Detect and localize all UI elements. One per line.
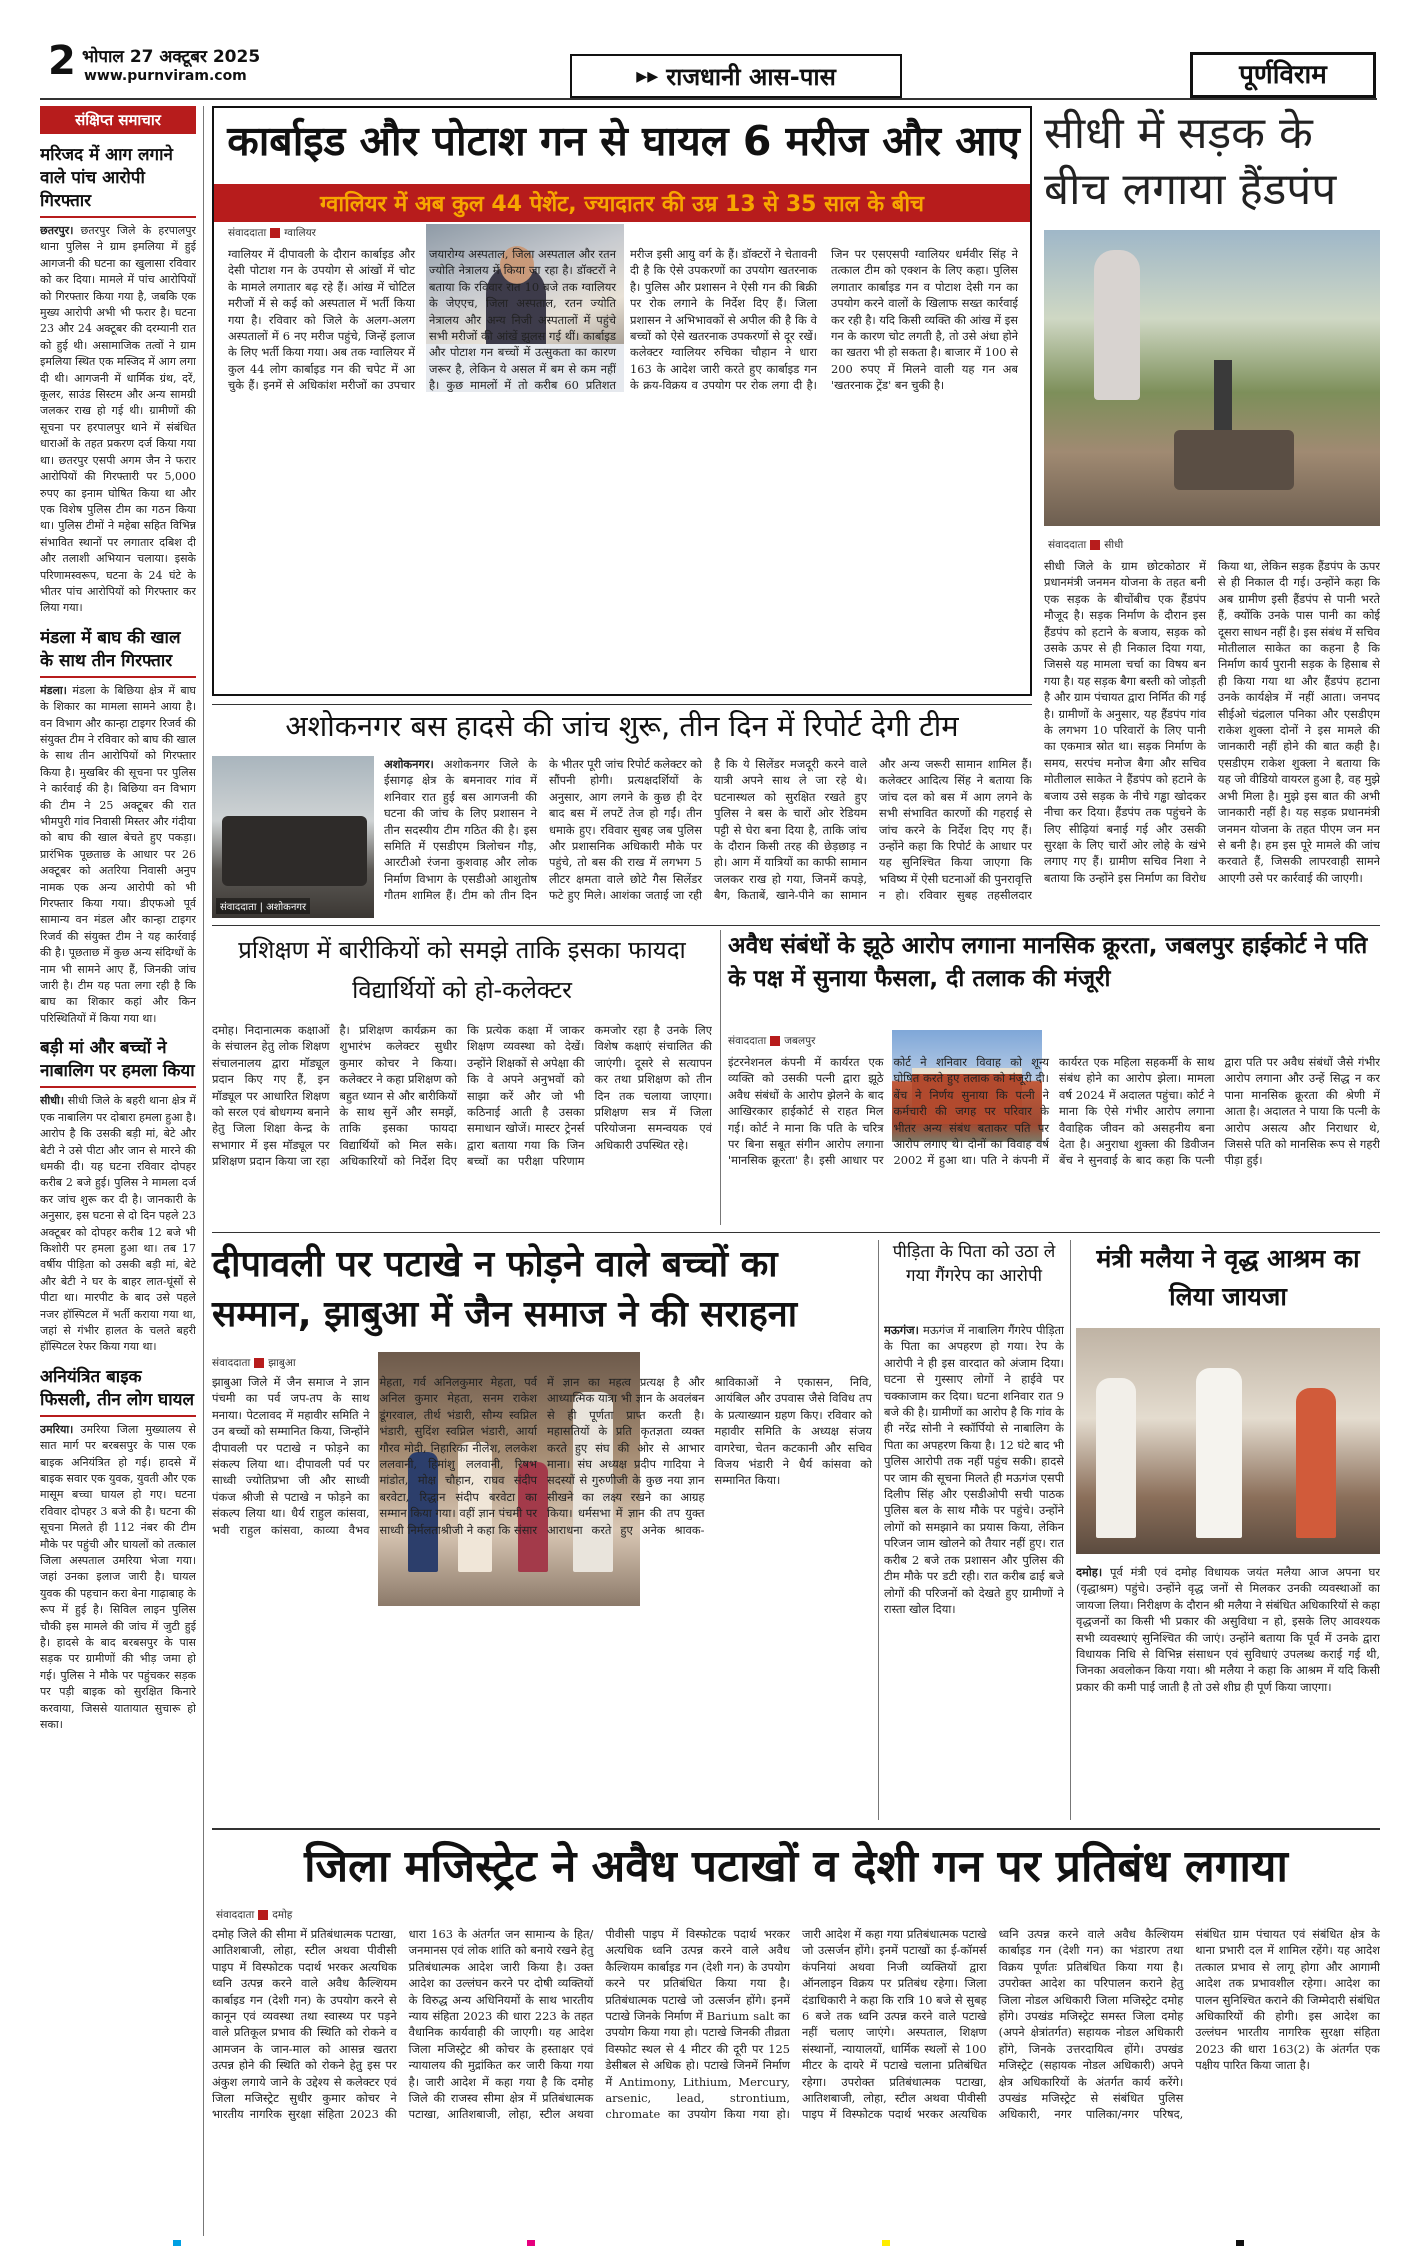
sidebar-headline: अनियंत्रित बाइक फिसली, तीन लोग घायल bbox=[40, 1366, 196, 1417]
feature-photo bbox=[1044, 230, 1380, 526]
ban-headline: जिला मजिस्ट्रेट ने अवैध पटाखों व देशी गन पर प्रतिबंध लगाया bbox=[304, 1841, 1288, 1892]
sidebar-divider bbox=[203, 106, 204, 2236]
court-body: इंटरनेशनल कंपनी में कार्यरत एक व्यक्ति को उसकी पत्नी द्वारा झूठे अवैध संबंधों के आरोप झेलने के बाद आखिरकार हाईकोर्ट से राहत मिल गई। कोर्ट ने माना कि पति के चरित्र पर बिना सबूत संगीन आरोप लगाना 'मानसिक क्रूरता' है। इसी आधार पर कोर्ट ने शनिवार विवाह को शून्य घोषित करते हुए तलाक को मंजूरी दी। बेंच ने निर्णय सुनाया कि पत्नी ने कर्मचारी की जगह पर परिवार के भीतर अन्य संबंध बताकर पति पर आरोप लगाए थे। दोनों का विवाह वर्ष 2002 में हुआ था। पति ने कंपनी में कार्यरत एक महिला सहकर्मी के साथ संबंध होने का आरोप झेला। मामला वर्ष 2024 में अदालत पहुंचा। कोर्ट ने माना कि ऐसे गंभीर आरोप लगाना वैवाहिक जीवन को असहनीय बना देता है। अनुराधा शुक्ला की डिवीजन बेंच ने सुनवाई के बाद कहा कि पत्नी द्वारा पति पर अवैध संबंधों जैसे गंभीर आरोप लगाना और उन्हें सिद्ध न कर पाना मानसिक क्रूरता की श्रेणी में आता है। अदालत ने पाया कि पत्नी के आरोप असत्य और निराधार थे, जिससे पति को मानसिक रूप से गहरी पीड़ा हुई। bbox=[728, 1055, 1380, 1168]
bus-body-text: अशोकनगर जिले के ईसागढ़ क्षेत्र के बमनावर गांव में शनिवार रात हुई बस आगजनी की घटना की जांच के लिए प्रशासन ने तीन सदस्यीय टीम गठित की है। इस समिति में एसडीएम त्रिलोचन गौड़, आरटीओ रंजना कुशवाह और लोक निर्माण विभाग के एसडीओ आशुतोष गौतम शामिल हैं। टीम को तीन दिन के भीतर पूरी जांच रिपोर्ट कलेक्टर को सौंपनी होगी। प्रत्यक्षदर्शियों के अनुसार, आग लगने के कुछ ही देर बाद बस में लपटें तेज हो गईं। तीन धमाके हुए। रविवार सुबह जब पुलिस और प्रशासनिक अधिकारी मौके पर पहुंचे, तो बस की राख में लगभग 5 लीटर क्षमता वाले छोटे गैस सिलेंडर फटे हुए मिले। आशंका जताई जा रही है कि ये सिलेंडर मजदूरी करने वाले यात्री अपने साथ ले जा रहे थे। घटनास्थल को सुरक्षित रखते हुए पुलिस ने बस के चारों ओर रेडियम पट्टी से घेरा बना दिया है, ताकि जांच के दौरान किसी तरह की छेड़छाड़ न हो। आग में यात्रियों का काफी सामान जलकर राख हो गया, जिनमें कपड़े, बैग, किताबें, खाने-पीने का सामान और अन्य जरूरी सामान शामिल हैं। कलेक्टर आदित्य सिंह ने बताया कि जांच दल को बस में आग लगने के सभी संभावित कारणों की गहराई से जांच करने के निर्देश दिए गए हैं। उन्होंने कहा कि रिपोर्ट के आधार पर यह सुनिश्चित किया जाएगा कि भविष्य में ऐसी घटनाओं की पुनरावृत्ति न हो। रविवार सुबह तहसीलदार bbox=[384, 757, 1032, 903]
section-rule bbox=[212, 925, 1380, 926]
page-number: 2 bbox=[48, 38, 76, 84]
section-rule bbox=[212, 1232, 1380, 1233]
sidebar-headline: मंडला में बाघ की खाल के साथ तीन गिरफ्तार bbox=[40, 627, 196, 678]
section-rule bbox=[212, 1828, 1380, 1830]
color-mark bbox=[527, 2240, 535, 2246]
sidebar-headline: मरिजद में आग लगाने वाले पांच आरोपी गिरफ्तार bbox=[40, 144, 196, 218]
jain-headline: दीपावली पर पटाखे न फोड़ने वाले बच्चों का सम्मान, झाबुआ में जैन समाज ने की सराहना bbox=[212, 1244, 798, 1335]
bus-place: अशोकनगर। bbox=[384, 757, 434, 771]
header-rule bbox=[40, 98, 1377, 100]
color-mark bbox=[1236, 2240, 1244, 2246]
person-figure bbox=[1296, 1388, 1336, 1538]
malaiya-headline: मंत्री मलैया ने वृद्ध आश्रम का लिया जायजा bbox=[1096, 1244, 1360, 1311]
lead-headline: कार्बाइड और पोटाश गन से घायल 6 मरीज और आए bbox=[227, 117, 1020, 165]
section-rule bbox=[212, 704, 1032, 705]
sidebar-place: मंडला। bbox=[40, 683, 67, 697]
sidebar-item bbox=[40, 144, 196, 617]
column-divider bbox=[1070, 1240, 1071, 1820]
byline-place: झाबुआ bbox=[268, 1357, 296, 1369]
byline-source: संवाददाता bbox=[212, 1357, 251, 1369]
byline-place: जबलपुर bbox=[784, 1035, 816, 1047]
bus-headline: अशोकनगर बस हादसे की जांच शुरू, तीन दिन में रिपोर्ट देगी टीम bbox=[285, 709, 959, 743]
sidebar-item bbox=[40, 1037, 196, 1356]
sidebar-headline: बड़ी मां और बच्चों ने नाबालिग पर हमला किया bbox=[40, 1037, 196, 1088]
bus-story bbox=[212, 710, 1032, 920]
sidebar-title: संक्षिप्त समाचार bbox=[40, 106, 196, 134]
gangrape-story bbox=[884, 1240, 1064, 1820]
court-story bbox=[728, 930, 1380, 1225]
byline-place: सीधी bbox=[1104, 539, 1124, 551]
sidebar-place: सीधी। bbox=[40, 1094, 65, 1108]
lead-subhead: ग्वालियर में अब कुल 44 पेशेंट, ज्यादातर की उम्र 13 से 35 साल के बीच bbox=[214, 184, 1030, 222]
jain-story bbox=[212, 1240, 872, 1820]
byline-separator bbox=[254, 1358, 264, 1368]
page-header bbox=[0, 0, 1417, 96]
gangrape-place: मऊगंज। bbox=[884, 1323, 919, 1337]
training-story bbox=[212, 930, 712, 1225]
feature-byline bbox=[1048, 538, 1123, 552]
byline-source: संवाददाता bbox=[1048, 539, 1087, 551]
sidebar bbox=[40, 106, 196, 2246]
malaiya-body-text: पूर्व मंत्री एवं दमोह विधायक जयंत मलैया आज अपना घर (वृद्धाश्रम) पहुंचे। उन्होंने वृद्ध जनों से मिलकर उनकी व्यवस्थाओं का जायजा लिया। निरीक्षण के दौरान श्री मलैया ने संबंधित अधिकारियों से कहा वृद्धजनों का किसी भी प्रकार की असुविधा न हो, इसके लिए आवश्यक सभी व्यवस्थाएं सुनिश्चित की जाएं। उन्होंने बताया कि पूर्व में उनके द्वारा विधायक निधि से विभिन्न संसाधन एवं सुविधाएं उपलब्ध कराई गई थी, जिनका अवलोकन किया गया। श्री मलैया ने कहा कि आश्रम में यदि किसी प्रकार की कमी पाई जाती है तो उसे शीघ्र ही पूर्ण किया जाएगा। bbox=[1076, 1565, 1380, 1694]
byline-separator bbox=[1090, 540, 1100, 550]
right-feature bbox=[1044, 106, 1380, 946]
sidebar-body bbox=[40, 223, 196, 617]
byline-place: ग्वालियर bbox=[284, 227, 316, 239]
section-title: राजधानी आस-पास bbox=[666, 62, 836, 91]
byline-source: संवाददाता bbox=[728, 1035, 767, 1047]
bus-caption: संवाददाता | अशोकनगर bbox=[216, 898, 310, 914]
court-headline: अवैध संबंधों के झूठे आरोप लगाना मानसिक क्रूरता, जबलपुर हाईकोर्ट ने पति के पक्ष में सुनाया फैसला, दी तलाक की मंजूरी bbox=[728, 933, 1368, 992]
color-mark bbox=[882, 2240, 890, 2246]
ban-body: दमोह जिले की सीमा में प्रतिबंधात्मक पटाखा, आतिशबाजी, लोहा, स्टील अथवा पीवीसी पाइप में विस्फोटक पदार्थ भरकर अत्यधिक ध्वनि उत्पन्न करने वाले अवैध कैल्शियम कार्बाइड गन (देशी गन) के उपयोग करने से कानून एवं व्यवस्था तथा स्वास्थ्य पर पड़ने वाले प्रतिकूल प्रभाव की स्थिति को रोकने व आमजन के जान-माल को आसन्न खतरा उत्पन्न होने की स्थिति को रोकने हेतु इस पर अंकुश लगाये जाने के उद्देश्य से कलेक्टर एवं जिला मजिस्ट्रेट सुधीर कुमार कोचर ने भारतीय नागरिक सुरक्षा संहिता 2023 की धारा 163 के अंतर्गत जन सामान्य के हित/जनमानस एवं लोक शांति को बनाये रखने हेतु प्रतिबंधात्मक आदेश जारी किया है। उक्त आदेश का उल्लंघन करने पर दोषी व्यक्तियों के विरुद्ध अन्य अधिनियमों के साथ भारतीय न्याय संहिता 2023 की धारा 223 के तहत वैधानिक कार्यवाही की जाएगी। यह आदेश जिला मजिस्ट्रेट श्री कोचर के हस्ताक्षर एवं न्यायालय की मुद्रांकित कर जारी किया गया है। जारी आदेश में कहा गया है कि दमोह जिले की राजस्व सीमा क्षेत्र में प्रतिबंधात्मक पटाखा, आतिशबाजी, लोहा, स्टील अथवा पीवीसी पाइप में विस्फोटक पदार्थ भरकर अत्यधिक ध्वनि उत्पन्न करने वाले अवैध कैल्शियम कार्बाइड गन (देशी गन) के उपयोग करने पर प्रतिबंधित किया गया है। प्रतिबंधात्मक पटाखे जो उत्सर्जन होंगे। इनमें पटाखे जिनके निर्माण में Barium salt का उपयोग किया गया हो। पटाखे जिनकी तीव्रता विस्फोट स्थल से 4 मीटर की दूरी पर 125 डेसीबल से अधिक हो। पटाखे जिनमें निर्माण में Antimony, Lithium, Mercury, arsenic, lead, strontium, chromate का उपयोग किया गया हो। जारी आदेश में कहा गया प्रतिबंधात्मक पटाखे जो उत्सर्जन होंगे। इनमें पटाखों का ई-कॉमर्स कंपनियां अथवा निजी व्यक्तियों द्वारा ऑनलाइन विक्रय पर प्रतिबंध रहेगा। जिला दंडाधिकारी ने कहा कि रात्रि 10 बजे से सुबह 6 बजे तक ध्वनि उत्पन्न करने वाले पटाखे नहीं चलाए जाएंगे। अस्पताल, शिक्षण संस्थानों, न्यायालयों, धार्मिक स्थलों से 100 मीटर के दायरे में पटाखे चलाना प्रतिबंधित रहेगा। उपरोक्त प्रतिबंधात्मक पटाखा, आतिशबाजी, लोहा, स्टील अथवा पीवीसी पाइप में विस्फोटक पदार्थ भरकर अत्यधिक ध्वनि उत्पन्न करने वाले अवैध कैल्शियम कार्बाइड गन (देशी गन) का भंडारण तथा विक्रय पूर्णतः प्रतिबंधित किया गया है। उपरोक्त आदेश का परिपालन कराने हेतु जिला नोडल अधिकारी जिला मजिस्ट्रेट दमोह होंगे। उपखंड मजिस्ट्रेट समस्त जिला दमोह (अपने क्षेत्रांतर्गत) सहायक नोडल अधिकारी होंगे, जिनके उत्तरदायित्व होंगे। उपखंड मजिस्ट्रेट (सहायक नोडल अधिकारी) अपने क्षेत्र अधिकारियों के अंतर्गत कार्य करेंगे। उपखंड मजिस्ट्रेट से संबंधित पुलिस अधिकारी, नगर पालिका/नगर परिषद, संबंधित ग्राम पंचायत एवं संबंधित क्षेत्र के थाना प्रभारी दल में शामिल रहेंगे। यह आदेश तत्काल प्रभाव से लागू होगा और आगामी आदेश तक प्रभावशील रहेगा। आदेश का पालन सुनिश्चित कराने की जिम्मेदारी संबंधित अधिकारियों की होगी। इस आदेश का उल्लंघन भारतीय नागरिक सुरक्षा संहिता 2023 की धारा 163(2) के अंतर्गत एक पक्षीय पारित किया जाता है। bbox=[212, 1927, 1380, 2122]
training-headline: प्रशिक्षण में बारीकियों को समझे ताकि इसका फायदा विद्यार्थियों को हो-कलेक्टर bbox=[238, 936, 686, 1004]
website[interactable]: www.purnviram.com bbox=[84, 68, 247, 84]
sidebar-body-text: सीधी जिले के बहरी थाना क्षेत्र में एक नाबालिग पर दोबारा हमला हुआ है। आरोप है कि उसकी बड़ी मां, बेटे और बेटी ने उसे पीटा और जान से मारने की धमकी दी। यह घटना रविवार दोपहर करीब 2 बजे हुई। पुलिस ने मामला दर्ज कर जांच शुरू कर दी है। जानकारी के अनुसार, इस घटना से दो दिन पहले 23 अक्टूबर को दोपहर करीब 12 बजे भी किशोरी पर हमला हुआ था। तब 17 वर्षीय पीड़िता को उसकी बड़ी मां, बेटे और बेटी ने घर के बाहर लात-घूंसों से पीटा था। मारपीट के बाद उसे पहले नजर हॉस्पिटल में भर्ती कराया गया था, जहां से गंभीर हालत के चलते बहरी हॉस्पिटल रेफर किया गया था। bbox=[40, 1094, 196, 1354]
section-banner bbox=[570, 54, 902, 98]
byline-source: संवाददाता bbox=[228, 227, 267, 239]
byline-place: दमोह bbox=[272, 1909, 293, 1921]
column-divider bbox=[720, 930, 721, 1225]
column-divider bbox=[878, 1240, 879, 1820]
lead-body: ग्वालियर में दीपावली के दौरान कार्बाइड और देसी पोटाश गन के उपयोग से आंखों में चोट के मामले लगातार बढ़ रहे हैं। आंख में चोटिल मरीजों में से कई को अस्पताल में भर्ती किया गया है। रविवार को जिले के अलग-अलग अस्पतालों में 6 नए मरीज पहुंचे, जिन्हें इलाज के लिए भर्ती किया गया। अब तक ग्वालियर में कुल 44 लोग कार्बाइड गन की चपेट में आ चुके हैं। इनमें से अधिकांश मरीजों का उपचार जयारोग्य अस्पताल, जिला अस्पताल और रतन ज्योति नेत्रालय में किया जा रहा है। डॉक्टरों ने बताया कि रविवार रात 10 बजे तक ग्वालियर के जेएएच, जिला अस्पताल, रतन ज्योति नेत्रालय और अन्य निजी अस्पतालों में पहुंचे सभी मरीजों की आंखें झुलस गई थीं। कार्बाइड और पोटाश गन बच्चों में उत्सुकता का कारण जरूर है, लेकिन ये असल में बम से कम नहीं है। कुछ मामलों में तो करीब 60 प्रतिशत मरीज इसी आयु वर्ग के हैं। डॉक्टरों ने चेतावनी दी है कि ऐसे उपकरणों का उपयोग खतरनाक है। पुलिस और प्रशासन ने ऐसी गन की बिक्री पर रोक लगाने के निर्देश दिए हैं। जिला प्रशासन ने अभिभावकों से अपील की है कि वे बच्चों को ऐसे खतरनाक उपकरणों से दूर रखें। कलेक्टर ग्वालियर रुचिका चौहान ने धारा 163 के आदेश जारी करते हुए कार्बाइड गन के क्रय-विक्रय व उपयोग पर रोक लगा दी है। जिन पर एसएसपी ग्वालियर धर्मवीर सिंह ने तत्काल टीम को एक्शन के लिए कहा। पुलिस लगातार कार्बाइड गन व पोटाश देसी गन का उपयोग करने वालों के खिलाफ सख्त कार्रवाई कर रही है। यदि किसी व्यक्ति की आंख में इस गन के कारण चोट लगती है, तो उसे अंधा होने का खतरा भी हो सकता है। बाजार में 100 से 200 रुपए में मिलने वाली यह गन अब 'खतरनाक ट्रेंड' बन चुकी है। bbox=[228, 247, 1018, 393]
ban-byline bbox=[216, 1908, 292, 1922]
section-arrows-icon: ▸▸ bbox=[636, 63, 659, 89]
lead-byline bbox=[228, 226, 316, 240]
sidebar-place: छतरपुर। bbox=[40, 224, 74, 237]
gangrape-body-text: मऊगंज में नाबालिग गैंगरेप पीड़िता के पिता का अपहरण हो गया। रेप के आरोपी ने ही इस वारदात को अंजाम दिया। घटना से गुस्साए लोगों ने हाईवे पर चक्काजाम कर दिया। घटना शनिवार रात 9 बजे की है। ग्रामीणों का आरोप है कि गांव के ही नरेंद्र सोनी ने स्कॉर्पियो से नाबालिग के पिता का अपहरण किया है। 12 घंटे बाद भी पुलिस आरोपी तक नहीं पहुंच सकी। हादसे पर जाम की सूचना मिलते ही मऊगंज एसपी दिलीप सिंह और एसडीओपी सची पाठक पुलिस बल के साथ मौके पर पहुंचे। उन्होंने लोगों को समझाने का प्रयास किया, लेकिन परिजन जाम खोलने को तैयार नहीं हुए। रात करीब 2 बजे तक प्रशासन और पुलिस की टीम मौके पर डटी रही। रात करीब ढाई बजे लोगों की परिजनों को देखते हुए ग्रामीणों ने रास्ता खोल दिया। bbox=[884, 1323, 1064, 1616]
byline-source: संवाददाता bbox=[216, 1909, 255, 1921]
malaiya-story bbox=[1076, 1240, 1380, 1820]
court-byline bbox=[728, 1034, 815, 1048]
bus-photo bbox=[212, 756, 374, 918]
jain-byline bbox=[212, 1356, 296, 1370]
byline-separator bbox=[258, 1910, 268, 1920]
training-body: दमोह। निदानात्मक कक्षाओं के संचालन हेतु लोक शिक्षण संचालनालय द्वारा मॉड्यूल प्रदान किए गए हैं, इन मॉड्यूल पर आधारित शिक्षण को सरल एवं बोधगम्य बनाने हेतु जिला शिक्षा केन्द्र के सभागार में इस मॉड्यूल पर प्रशिक्षण प्रदान किया जा रहा है। प्रशिक्षण कार्यक्रम का शुभारंभ कलेक्टर सुधीर कुमार कोचर ने किया। कलेक्टर ने कहा प्रशिक्षण को बहुत ध्यान से और बारीकियों के साथ सुनें और समझें, ताकि इसका फायदा विद्यार्थियों को मिल सके। अधिकारियों को निर्देश दिए कि प्रत्येक कक्षा में जाकर शिक्षण व्यवस्था को देखें। उन्होंने शिक्षकों से अपेक्षा की कि वे अपने अनुभवों को साझा करें और जो भी कठिनाई आती है उसका समाधान खोजें। मास्टर ट्रेनर्स द्वारा बताया गया कि जिन बच्चों का परीक्षा परिणाम कमजोर रहा है उनके लिए विशेष कक्षाएं संचालित की जाएंगी। दूसरे से सत्यापन कर तथा प्रशिक्षण को तीन दिन तक चलाया जाएगा। प्रशिक्षण सत्र में जिला परियोजना समन्वयक एवं अधिकारी उपस्थित रहे। bbox=[212, 1023, 712, 1169]
person-figure bbox=[1196, 1368, 1242, 1538]
malaiya-place: दमोह। bbox=[1076, 1565, 1103, 1579]
sidebar-body bbox=[40, 1093, 196, 1356]
sidebar-item bbox=[40, 1366, 196, 1734]
feature-body: सीधी जिले के ग्राम छोटकोठार में प्रधानमंत्री जनमन योजना के तहत बनी एक सड़क के बीचोंबीच एक हैंडपंप मौजूद है। सड़क निर्माण के दौरान इस हैंडपंप को हटाने के बजाय, सड़क को उसके ऊपर से ही निकाल दिया गया, जिससे यह मामला चर्चा का विषय बन गया है। यह सड़क बैगा बस्ती को जोड़ती है और ग्राम पंचायत द्वारा निर्मित की गई है। ग्रामीणों के अनुसार, यह हैंडपंप गांव के लगभग 10 परिवारों के लिए पानी का एकमात्र स्रोत था। सड़क निर्माण के समय, सरपंच मनोज बैगा और सचिव मोतीलाल साकेत ने हैंडपंप को हटाने के बजाय उसे सड़क के नीचे गड्ढा खोदकर नीचा कर दिया। हैंडपंप तक पहुंचने के लिए सीढ़ियां बनाई गई और उसकी सुरक्षा के लिए चारों ओर लोहे के खंभे लगाए गए हैं। ग्रामीण सचिव निशा ने बताया कि उन्होंने इस निर्माण का विरोध किया था, लेकिन सड़क हैंडपंप के ऊपर से ही निकाल दी गई। उन्होंने कहा कि अब ग्रामीण इसी हैंडपंप से पानी भरते हैं, क्योंकि उनके पास पानी का कोई दूसरा साधन नहीं है। इस संबंध में सचिव मोतीलाल साकेत का कहना है कि निर्माण कार्य पुरानी सड़क के हिसाब से ही किया गया था और हैंडपंप हटाना उनके कार्यक्षेत्र में नहीं आता। जनपद सीईओ चंद्रलाल पनिका और एसडीएम राकेश शुक्ला दोनों ने इस मामले की जानकारी नहीं होने की बात कही है। एसडीएम राकेश शुक्ला ने बताया कि यह जो वीडियो वायरल हुआ है, वह मुझे अभी मिला है। मुझे इस बात की अभी जानकारी नहीं है। यह सड़क प्रधानमंत्री जनमन योजना के तहत पीएम जन मन से बनी है। हम इस पूरे मामले की जांच करवाते हैं, जिसकी लापरवाही सामने आएगी उसे पर कार्रवाई की जाएगी। bbox=[1044, 559, 1380, 885]
ban-story bbox=[212, 1836, 1380, 2236]
road-pit bbox=[1174, 430, 1294, 490]
gangrape-body bbox=[884, 1322, 1064, 1820]
gangrape-headline: पीड़िता के पिता को उठा ले गया गैंगरेप का आरोपी bbox=[892, 1242, 1056, 1286]
sidebar-body-text: मंडला के बिछिया क्षेत्र में बाघ के शिकार का मामला सामने आया है। वन विभाग और कान्हा टाइगर रिजर्व की संयुक्त टीम ने रविवार को बाघ की खाल के साथ तीन आरोपियों को गिरफ्तार किया है। मुखबिर की सूचना पर पुलिस ने कार्रवाई की है। बिछिया वन विभाग की टीम ने 25 अक्टूबर की रात भीमपुरी गांव निवासी मिस्तर और गंदीया को बाघ की खाल बेचते हुए पकड़ा। प्रारंभिक पूछताछ के आधार पर 26 अक्टूबर को अतरिया निवासी अनुप नामक एक अन्य आरोपी को भी गिरफ्तार किया गया। डीएफओ पूर्व सामान्य वन मंडल और कान्हा टाइगर रिजर्व की संयुक्त टीम ने यह कार्रवाई की है। पूछताछ में कुछ अन्य संदिग्धों के नाम भी सामने आए हैं, जिनकी जांच जारी है। टीम यह पता लगा रही है कि बाघ का शिकार कहां और किन परिस्थितियों में किया गया था। bbox=[40, 683, 196, 1025]
masthead: पूर्णविराम bbox=[1190, 52, 1376, 98]
person-figure bbox=[1096, 1378, 1136, 1538]
byline-separator bbox=[770, 1036, 780, 1046]
handpump-icon bbox=[1214, 360, 1232, 430]
sidebar-item bbox=[40, 627, 196, 1028]
date-line: भोपाल 27 अक्टूबर 2025 bbox=[82, 47, 261, 67]
person-figure bbox=[1094, 250, 1140, 400]
sidebar-place: उमरिया। bbox=[40, 1422, 74, 1436]
sidebar-body bbox=[40, 1422, 196, 1734]
malaiya-body bbox=[1076, 1564, 1380, 1820]
byline-separator bbox=[270, 228, 280, 238]
feature-headline: सीधी में सड़क के बीच लगाया हैंडपंप bbox=[1044, 108, 1337, 215]
bus-body bbox=[384, 756, 1032, 920]
sidebar-body bbox=[40, 683, 196, 1028]
color-mark bbox=[173, 2240, 181, 2246]
sidebar-body-text: छतरपुर जिले के हरपालपुर थाना पुलिस ने ग्राम इमलिया में हुई आगजनी की घटना का खुलासा रविवार को कर दिया। मामले में पांच आरोपियों को गिरफ्तार किया गया है, जबकि एक मुख्य आरोपी अभी भी फरार है। घटना 23 और 24 अक्टूबर की दरम्यानी रात को हुई थी। असामाजिक तत्वों ने ग्राम इमलिया स्थित एक मस्जिद में आग लगा दी थी। आगजनी में धार्मिक ग्रंथ, दरें, कूलर, साउंड सिस्टम और अन्य सामग्री जलकर राख हो गई थी। ग्रामीणों की सूचना पर हरपालपुर थाने में संबंधित धाराओं के तहत प्रकरण दर्ज किया गया था। छतरपुर एसपी अगम जैन ने फरार आरोपियों की गिरफ्तारी पर 5,000 रुपए का इनाम घोषित किया था और एक विशेष पुलिस टीम का गठन किया था। पुलिस टीमों ने महेबा सहित विभिन्न संभावित स्थानों पर लगातार दबिश दी और तलाशी अभियान चलाया। इसके परिणामस्वरूप, घटना के 24 घंटे के भीतर पांच आरोपियों को गिरफ्तार कर लिया गया। bbox=[40, 224, 196, 615]
footer-color-marks bbox=[0, 2240, 1417, 2248]
jain-body: झाबुआ जिले में जैन समाज ने ज्ञान पंचमी का पर्व जप-तप के साथ मनाया। पेटलावद में महावीर समिति ने उन बच्चों को सम्मानित किया, जिन्होंने दीपावली पर पटाखे न फोड़ने का संकल्प लिया था। दीपावली पर्व पर साध्वी ज्योतिप्रभा जी और साध्वी पंकज श्रीजी से पटाखे न फोड़ने का संकल्प लिया था। धैर्य राहुल कांसवा, भवी राहुल कांसवा, काव्या वैभव मेहता, गर्व अनिलकुमार मेहता, पर्व अनिल कुमार मेहता, सनम राकेश डूंगरवाल, तीर्थ भंडारी, सौम्य स्वप्निल भंडारी, सुदिंश स्वप्निल भंडारी, आर्या गौरव मोदी, निहारिका नीलेश, ललकेश ललवानी, हिमांशु ललवानी, रिषभ मांडोत, मोक्ष चौहान, राघव संदीप बरवेटा, रिद्धान संदीप बरवेटा का सम्मान किया गया। वहीं ज्ञान पंचमी पर साध्वी निर्मलताश्रीजी ने कहा कि संसार में ज्ञान का महत्व प्रत्यक्ष है और आध्यात्मिक यात्रा भी ज्ञान के अवलंबन से ही पूर्णता प्राप्त करती है। महासतियों के प्रति कृतज्ञता व्यक्त करते हुए संघ की ओर से आभार माना। संघ अध्यक्ष प्रदीप गादिया ने सदस्यों से गुरुणीजी के कुछ नया ज्ञान सीखने का लक्ष्य रखने का आग्रह किया। धर्मसभा में ज्ञान की तप युक्त आराधना करते हुए अनेक श्रावक-श्राविकाओं ने एकासन, निवि, आयंबिल और उपवास जैसे विविध तप के प्रत्याख्यान ग्रहण किए। रविवार को महावीर समिति के अध्यक्ष संजय वागरेचा, चेतन कटकानी और सचिव विजय भंडारी ने धैर्य कांसवा को सम्मानित किया। bbox=[212, 1375, 872, 1537]
sidebar-body-text: उमरिया जिला मुख्यालय से सात मार्ग पर बरबसपुर के पास एक बाइक अनियंत्रित हो गई। हादसे में बाइक सवार एक युवक, युवती और एक मासूम बच्चा घायल हो गए। घटना रविवार दोपहर 3 बजे की है। घटना की सूचना मिलते ही 112 नंबर की टीम मौके पर पहुंची और घायलों को तत्काल जिला अस्पताल उमरिया भेजा गया। जहां उनका इलाज जारी है। घायल युवक की पहचान करा बेना गाढ़ाबाह के रूप में हुई है। सिविल लाइन पुलिस चौकी इस मामले की जांच में जुटी हुई है। हादसे के बाद बरबसपुर के पास सड़क पर ग्रामीणों की भीड़ जमा हो गई। पुलिस ने मौके पर पहुंचकर सड़क पर पड़ी बाइक को सुरक्षित किनारे करवाया, जिससे यातायात सुचारू हो सका। bbox=[40, 1422, 196, 1732]
malaiya-photo bbox=[1076, 1328, 1380, 1554]
lead-story bbox=[212, 106, 1032, 696]
burnt-bus bbox=[222, 816, 367, 886]
